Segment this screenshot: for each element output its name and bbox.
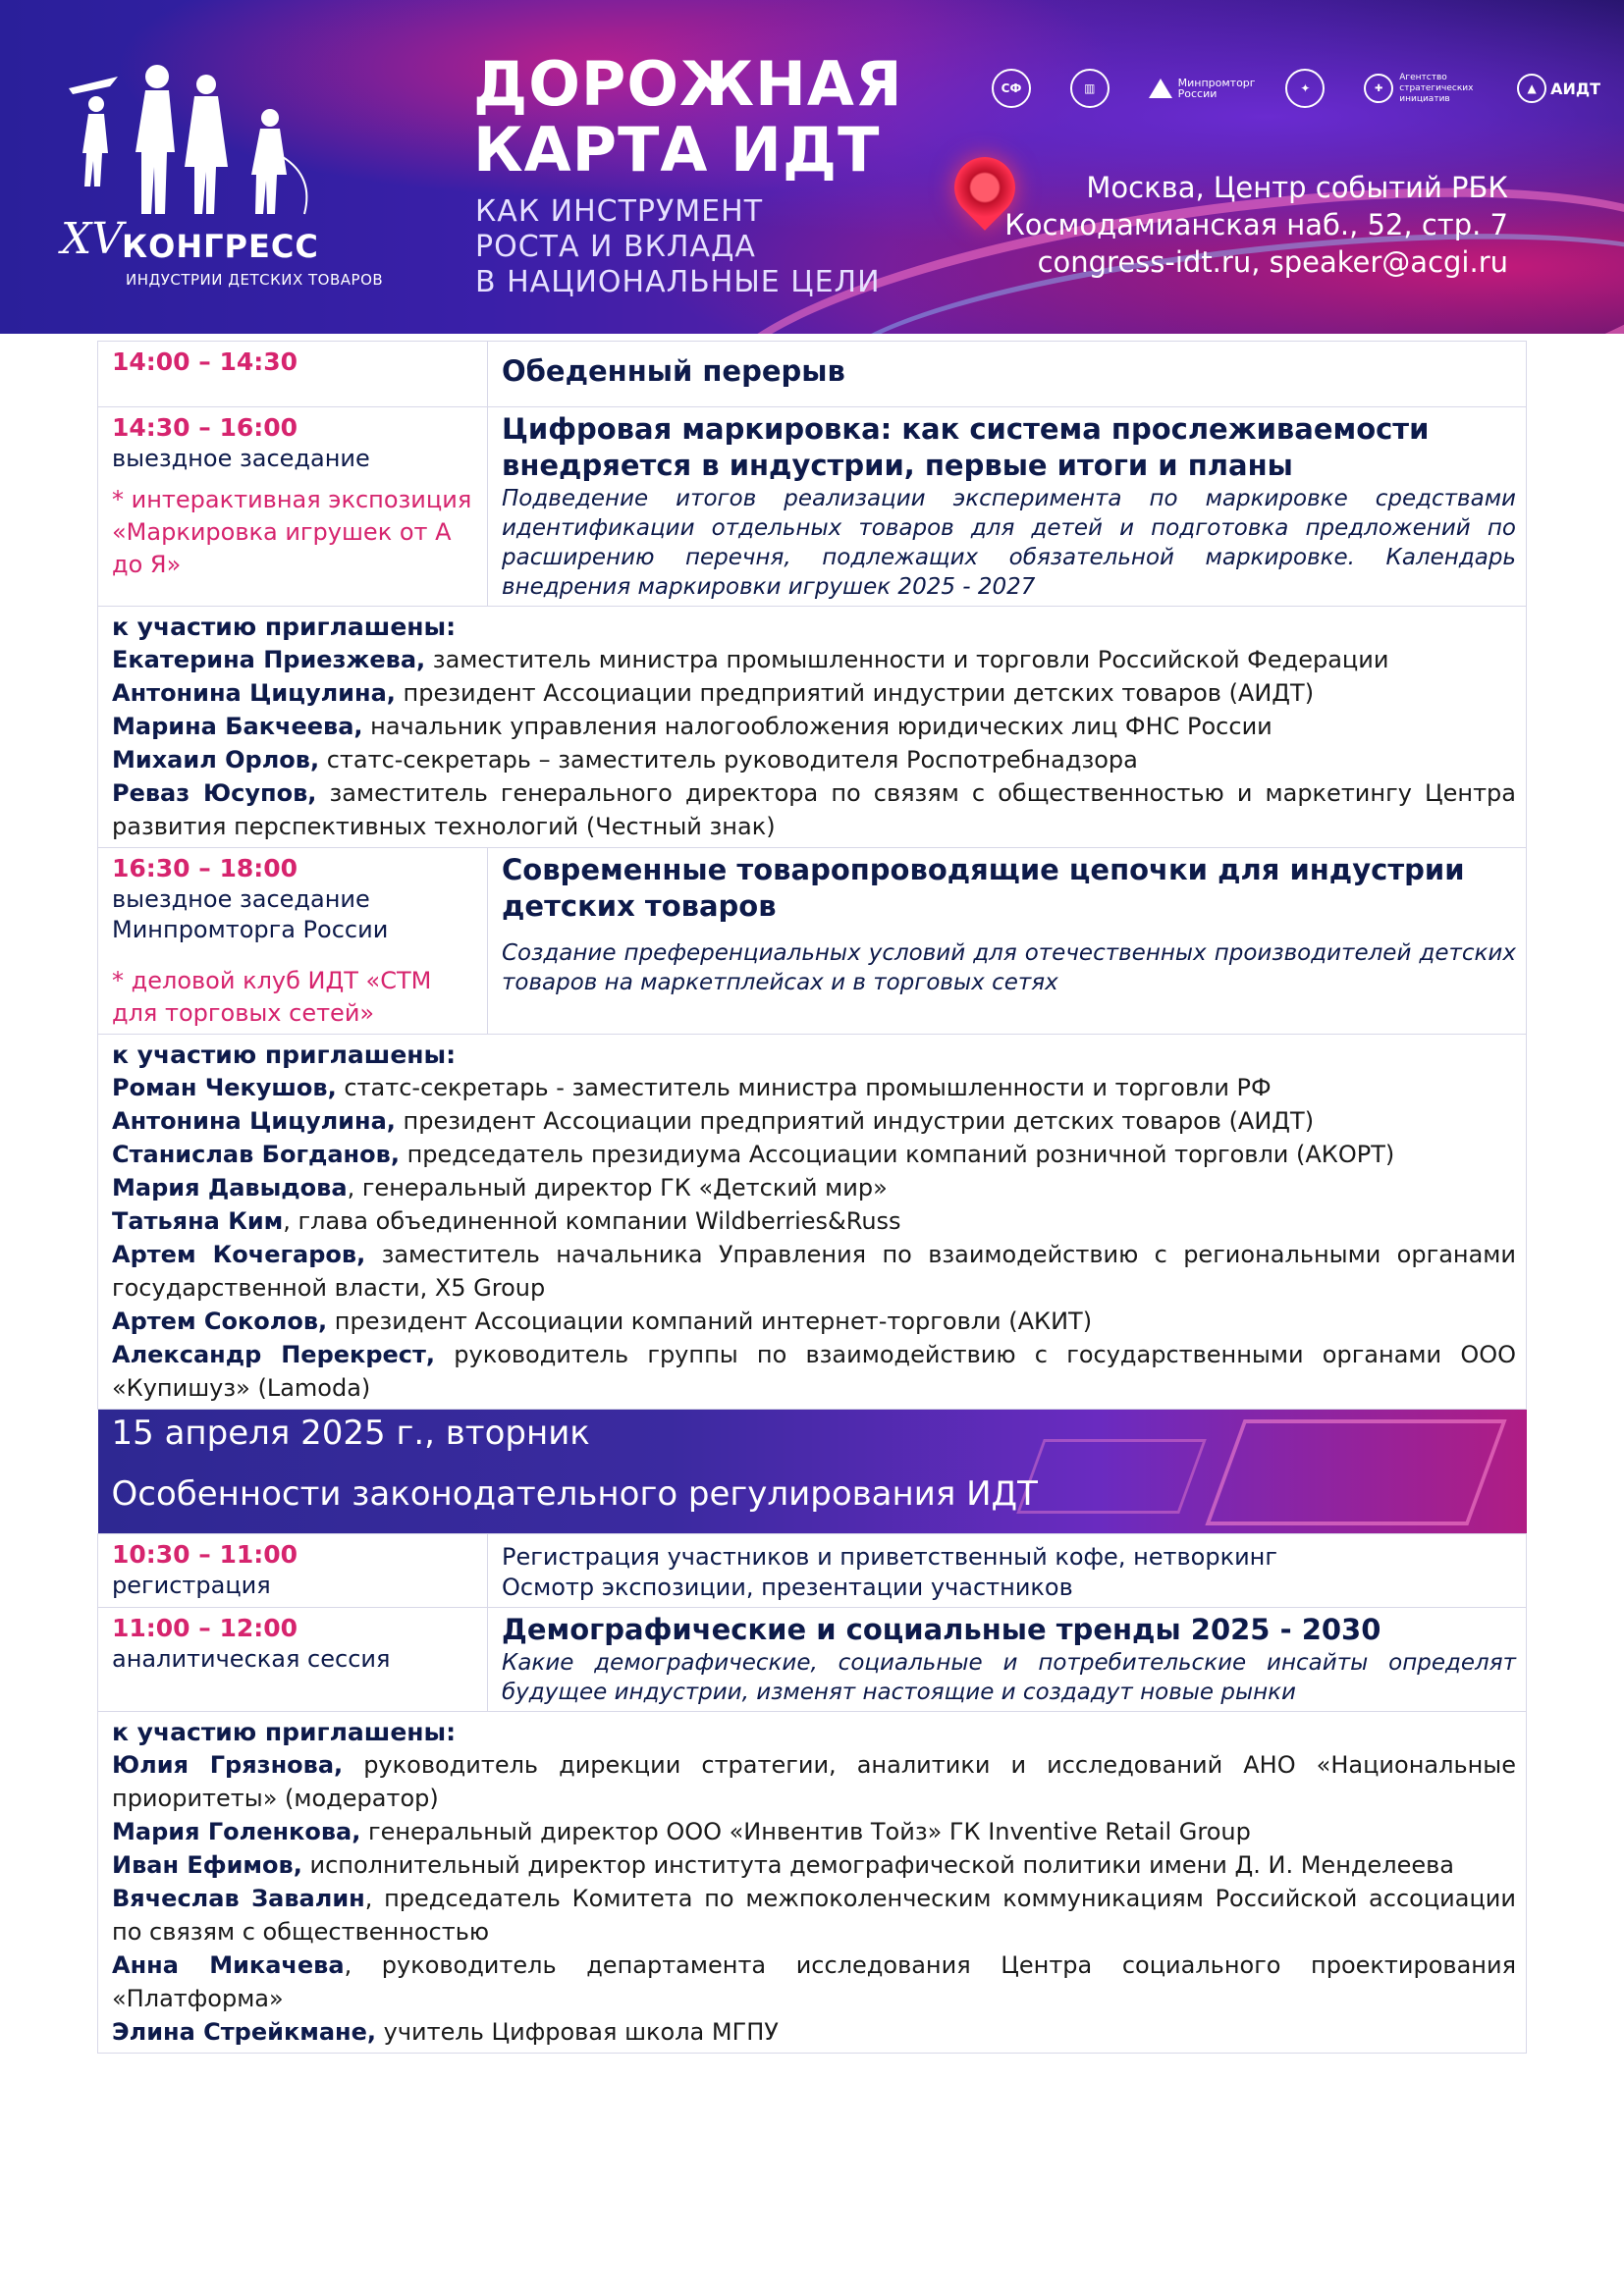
band-decoration (1016, 1439, 1207, 1514)
congress-label: КОНГРЕСС (122, 228, 319, 265)
speaker-name: Артем Кочегаров, (112, 1241, 366, 1268)
speaker (112, 1305, 1516, 1338)
session-format: выездное заседание Минпромторга России (112, 885, 389, 943)
partner-logo (992, 69, 1031, 108)
speaker (112, 776, 1516, 843)
speaker (112, 1138, 1516, 1171)
time-cell (98, 342, 488, 407)
session-title: Обеденный перерыв (502, 354, 845, 388)
speaker-role: руководитель группы по взаимодействию с государственными органами ООО «Купишуз» (Lamoda) (112, 1341, 1516, 1402)
speaker-role: , генеральный директор ГК «Детский мир» (347, 1174, 888, 1201)
registration-line: Осмотр экспозиции, презентации участников (502, 1574, 1073, 1601)
venue-line: Космодамианская наб., 52, стр. 7 (1004, 208, 1508, 241)
session-time: 16:30 – 18:00 (112, 854, 298, 882)
speaker-role: генеральный директор ООО «Инвентив Тойз» ГК Inventive Retail Group (360, 1818, 1251, 1845)
speaker (112, 1848, 1516, 1882)
speaker-role: председатель президиума Ассоциации компаний розничной торговли (АКОРТ) (399, 1141, 1395, 1168)
invited-heading: к участию приглашены: (112, 1041, 457, 1069)
session-title: Современные товаропроводящие цепочки для индустрии детских товаров (502, 853, 1465, 923)
content-cell (488, 407, 1527, 607)
congress-number: XV (61, 214, 124, 264)
invited-heading: к участию приглашены: (112, 613, 457, 641)
speaker-name: Роман Чекушов, (112, 1074, 337, 1101)
session-description: Какие демографические, социальные и потребительские инсайты определят будущее индустрии, изменят настоящие и создадут новые рынки (502, 1650, 1516, 1705)
speaker (112, 710, 1516, 743)
speaker-role: президент Ассоциации компаний интернет-торговли (АКИТ) (327, 1308, 1093, 1335)
program-table (97, 341, 1527, 2054)
federation-council-emblem-icon: СФ (992, 69, 1031, 108)
speaker-name: Артем Соколов, (112, 1308, 328, 1335)
speaker-name: Юлия Грязнова, (112, 1751, 344, 1779)
speaker (112, 2015, 1516, 2049)
subtitle-line: В НАЦИОНАЛЬНЫЕ ЦЕЛИ (475, 265, 881, 299)
session-title: Цифровая маркировка: как система прослеживаемости внедряется в индустрии, первые итоги и планы (502, 412, 1430, 482)
session-time: 10:30 – 11:00 (112, 1540, 298, 1569)
speaker-name: Татьяна Ким (112, 1207, 284, 1235)
time-cell (98, 1608, 488, 1712)
content-cell (488, 1534, 1527, 1608)
venue-contacts: congress-idt.ru, speaker@acgi.ru (1037, 245, 1508, 279)
registration-line: Регистрация участников и приветственный кофе, нетворкинг (502, 1543, 1277, 1571)
session-time: 14:00 – 14:30 (112, 347, 298, 376)
session-format: выездное заседание (112, 445, 370, 472)
speaker-name: Реваз Юсупов, (112, 779, 317, 807)
speaker (112, 643, 1516, 676)
partner-logo (1517, 74, 1600, 103)
banner-title-line2: КАРТА ИДТ (473, 114, 881, 186)
session-row (98, 342, 1527, 407)
minpromtorg-triangle-icon (1149, 79, 1172, 98)
family-silhouette-icon (59, 59, 353, 216)
partner-name: АИДТ (1550, 79, 1600, 98)
header-banner (0, 0, 1624, 334)
partner-logo (1070, 69, 1110, 108)
speaker (112, 1815, 1516, 1848)
aidt-logo-icon: ▲ (1517, 74, 1546, 103)
session-time: 14:30 – 16:00 (112, 413, 298, 442)
speaker-role: президент Ассоциации предприятий индустрии детских товаров (АИДТ) (395, 679, 1315, 707)
speaker (112, 1338, 1516, 1405)
speaker-name: Анна Микачева (112, 1951, 345, 1979)
speaker (112, 1204, 1516, 1238)
partner-logo (1149, 77, 1256, 100)
speaker (112, 1882, 1516, 1949)
speaker-role: учитель Цифровая школа МГПУ (376, 2018, 779, 2046)
speaker-role: заместитель генерального директора по связям с общественностью и маркетингу Центра развития перспективных технологий (Честный знак) (112, 779, 1516, 840)
time-cell (98, 848, 488, 1035)
partner-name: Минпромторг России (1177, 77, 1256, 100)
speaker-role: исполнительный директор института демографической политики имени Д. И. Менделеева (301, 1851, 1454, 1879)
speaker (112, 1171, 1516, 1204)
speaker (112, 676, 1516, 710)
content-cell (488, 1608, 1527, 1712)
speaker-name: Антонина Цицулина, (112, 1107, 396, 1135)
speaker-role: руководитель дирекции стратегии, аналитики и исследований АНО «Национальные приоритеты» (модератор) (112, 1751, 1516, 1812)
session-note: * деловой клуб ИДТ «СТМ для торговых сетей» (112, 967, 432, 1027)
session-format: регистрация (112, 1572, 271, 1599)
day-date: 15 апреля 2025 г., вторник (111, 1414, 590, 1453)
speaker-name: Мария Голенкова, (112, 1818, 361, 1845)
day-band-cell (98, 1410, 1527, 1534)
venue-info (1004, 169, 1508, 281)
session-format: аналитическая сессия (112, 1645, 391, 1673)
content-cell (488, 342, 1527, 407)
speaker-name: Екатерина Приезжева, (112, 646, 426, 673)
session-description: Подведение итогов реализации эксперимента по маркировке средствами идентификации отдельных товаров для детей и подготовка предложений по расширению перечня, подлежащих обязательной маркировке. Календарь внедрения маркировки игрушек 2025 - 2027 (502, 486, 1516, 600)
speaker-role: заместитель начальника Управления по взаимодействию с региональными органами государственной власти, X5 Group (112, 1241, 1516, 1302)
speaker (112, 1748, 1516, 1815)
congress-sublabel: ИНДУСТРИИ ДЕТСКИХ ТОВАРОВ (126, 271, 384, 289)
invited-cell (98, 1035, 1527, 1410)
speaker-role: президент Ассоциации предприятий индустрии детских товаров (АИДТ) (395, 1107, 1315, 1135)
session-row (98, 1534, 1527, 1608)
eagle-emblem-icon: ✦ (1285, 69, 1325, 108)
speaker-name: Вячеслав Завалин (112, 1885, 365, 1912)
speaker-name: Элина Стрейкмане, (112, 2018, 377, 2046)
banner-title-line1: ДОРОЖНАЯ (473, 48, 903, 120)
venue-line: Москва, Центр событий РБК (1086, 171, 1508, 204)
speaker-role: статс-секретарь - заместитель министра промышленности и торговли РФ (336, 1074, 1272, 1101)
speaker-name: Мария Давыдова (112, 1174, 348, 1201)
session-row (98, 1608, 1527, 1712)
speaker-role: статс-секретарь – заместитель руководителя Роспотребнадзора (319, 746, 1138, 774)
speaker (112, 1238, 1516, 1305)
day-theme: Особенности законодательного регулирования ИДТ (111, 1474, 1038, 1514)
session-row (98, 407, 1527, 607)
session-description: Создание преференциальных условий для отечественных производителей детских товаров на маркетплейсах и в торговых сетях (502, 940, 1516, 995)
speaker-name: Александр Перекрест, (112, 1341, 436, 1368)
session-note: * интерактивная экспозиция «Маркировка игрушек от А до Я» (112, 486, 472, 578)
session-title: Демографические и социальные тренды 2025 - 2030 (502, 1613, 1381, 1646)
speaker (112, 1104, 1516, 1138)
partner-logo (1364, 73, 1478, 105)
subtitle-line: КАК ИНСТРУМЕНТ (475, 194, 764, 229)
government-building-emblem-icon: ▥ (1070, 69, 1110, 108)
session-time: 11:00 – 12:00 (112, 1614, 298, 1642)
invited-row (98, 607, 1527, 848)
speaker-name: Антонина Цицулина, (112, 679, 396, 707)
invited-row (98, 1712, 1527, 2054)
speaker-role: , глава объединенной компании Wildberries&Russ (283, 1207, 901, 1235)
speaker (112, 1949, 1516, 2015)
asi-logo-icon: ✚ (1364, 74, 1393, 103)
partner-logos (992, 59, 1600, 118)
invited-cell (98, 1712, 1527, 2054)
session-row (98, 848, 1527, 1035)
subtitle-line: РОСТА И ВКЛАДА (475, 230, 756, 264)
speaker-role: начальник управления налогообложения юридических лиц ФНС России (362, 713, 1272, 740)
time-cell (98, 1534, 488, 1608)
partner-logo (1285, 69, 1325, 108)
band-decoration (1205, 1419, 1506, 1525)
speaker-role: , руководитель департамента исследования Центра социального проектирования «Платформа» (112, 1951, 1517, 2012)
day-band (98, 1410, 1527, 1533)
time-cell (98, 407, 488, 607)
invited-cell (98, 607, 1527, 848)
content-cell (488, 848, 1527, 1035)
speaker (112, 743, 1516, 776)
partner-name: Агентство стратегических инициатив (1399, 72, 1474, 104)
speaker-name: Марина Бакчеева, (112, 713, 363, 740)
speaker-name: Станислав Богданов, (112, 1141, 400, 1168)
banner-subtitle (475, 194, 881, 300)
day-band-row (98, 1410, 1527, 1534)
speaker-role: , председатель Комитета по межпоколенческим коммуникациям Российской ассоциации по связям с общественностью (112, 1885, 1516, 1946)
speaker-role: заместитель министра промышленности и торговли Российской Федерации (425, 646, 1389, 673)
speaker-name: Иван Ефимов, (112, 1851, 302, 1879)
speaker (112, 1071, 1516, 1104)
speaker-name: Михаил Орлов, (112, 746, 320, 774)
invited-row (98, 1035, 1527, 1410)
invited-heading: к участию приглашены: (112, 1718, 457, 1746)
